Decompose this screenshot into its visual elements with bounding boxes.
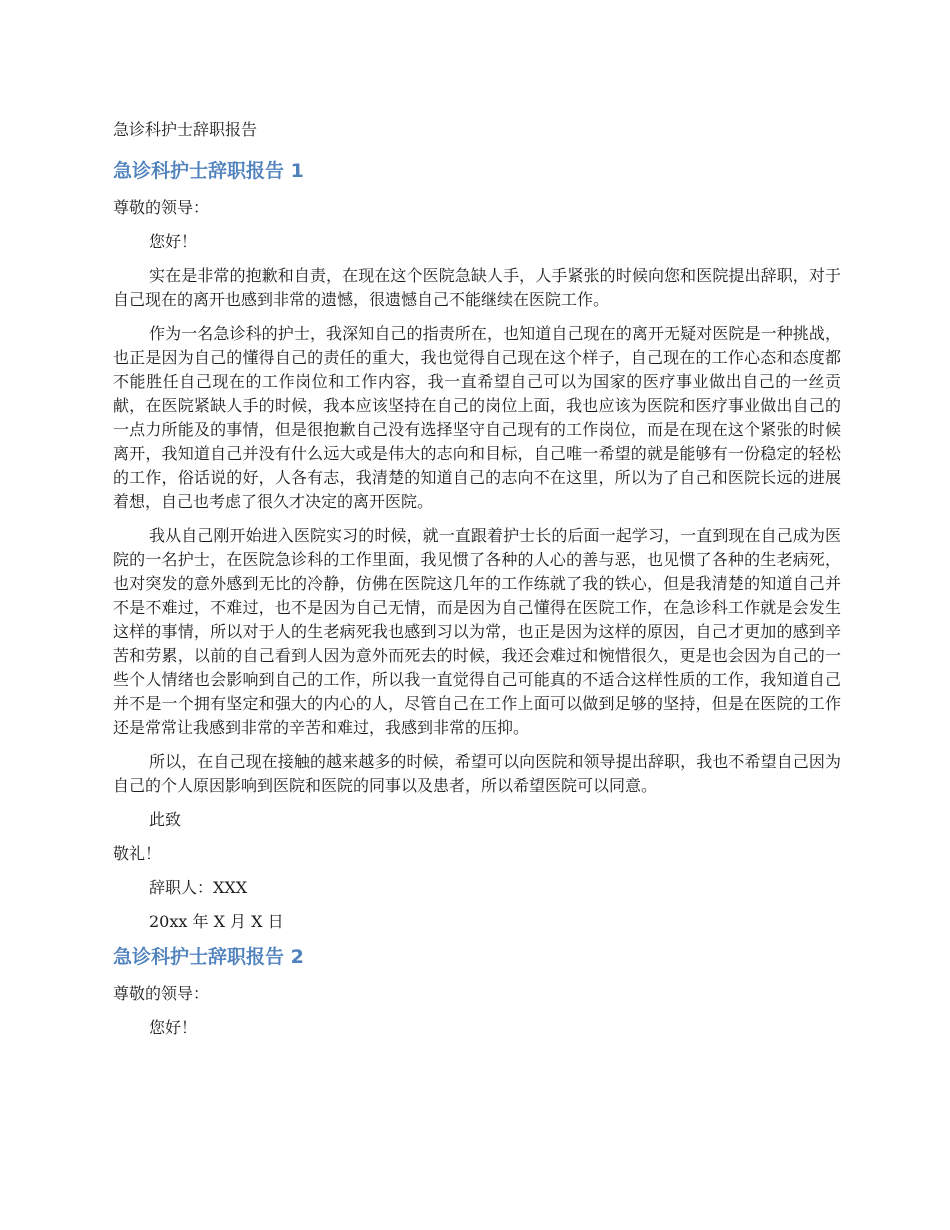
date-line: 20xx 年 X 月 X 日 (149, 912, 284, 931)
document-title: 急诊科护士辞职报告 (113, 120, 258, 139)
body-paragraph-4: 所以，在自己现在接触的越来越多的时候，希望可以向医院和领导提出辞职，我也不希望自己因为自己的个人原因影响到医院和医院的同事以及患者，所以希望医院可以同意。 (113, 752, 841, 795)
greeting: 您好！ (149, 1018, 198, 1037)
document-page (113, 118, 841, 1050)
section-heading-1: 急诊科护士辞职报告 1 (113, 160, 304, 182)
body-paragraph-3: 我从自己刚开始进入医院实习的时候，就一直跟着护士长的后面一起学习，一直到现在自己成为医院的一名护士，在医院急诊科的工作里面，我见惯了各种的人心的善与恶，也见惯了各种的生老病死，也对突发的意外感到无比的冷静，仿佛在医院这几年的工作练就了我的铁心，但是我清楚的知道自己并不是不难过，不难过，也不是因为自己无情，而是因为自己懂得在医院工作，在急诊科工作就是会发生这样的事情，所以对于人的生老病死我也感到习以为常，也正是因为这样的原因，自己才更加的感到辛苦和劳累，以前的自己看到人因为意外而死去的时候，我还会难过和惋惜很久，更是也会因为自己的一些个人情绪也会影响到自己的工作，所以我一直觉得自己可能真的不适合这样性质的工作，我知道自己并不是一个拥有坚定和强大的内心的人，尽管自己在工作上面可以做到足够的坚持，但是在医院的工作还是常常让我感到非常的辛苦和难过，我感到非常的压抑。 (113, 526, 841, 737)
closing-line: 此致 (149, 810, 182, 829)
body-paragraph-2: 作为一名急诊科的护士，我深知自己的指责所在，也知道自己现在的离开无疑对医院是一种挑战，也正是因为自己的懂得自己的责任的重大，我也觉得自己现在这个样子，自己现在的工作心态和态度都不能胜任自己现在的工作岗位和工作内容，我一直希望自己可以为国家的医疗事业做出自己的一丝贡献，在医院紧缺人手的时候，我本应该坚持在自己的岗位上面，我也应该为医院和医疗事业做出自己的一点力所能及的事情，但是很抱歉自己没有选择坚守自己现有的工作岗位，而是在现在这个紧张的时候离开，我知道自己并没有什么远大或是伟大的志向和目标，自己唯一希望的就是能够有一份稳定的轻松的工作，俗话说的好，人各有志，我清楚的知道自己的志向不在这里，所以为了自己和医院长远的进展着想，自己也考虑了很久才决定的离开医院。 (113, 324, 841, 511)
regards-line: 敬礼！ (113, 844, 162, 863)
salutation: 尊敬的领导： (113, 198, 210, 217)
greeting: 您好！ (149, 232, 198, 251)
signer-line: 辞职人：XXX (149, 878, 248, 897)
section-1 (113, 158, 841, 934)
salutation: 尊敬的领导： (113, 984, 210, 1003)
section-2 (113, 944, 841, 1040)
section-heading-2: 急诊科护士辞职报告 2 (113, 946, 304, 968)
body-paragraph-1: 实在是非常的抱歉和自责，在现在这个医院急缺人手，人手紧张的时候向您和医院提出辞职，对于自己现在的离开也感到非常的遗憾，很遗憾自己不能继续在医院工作。 (113, 266, 841, 309)
